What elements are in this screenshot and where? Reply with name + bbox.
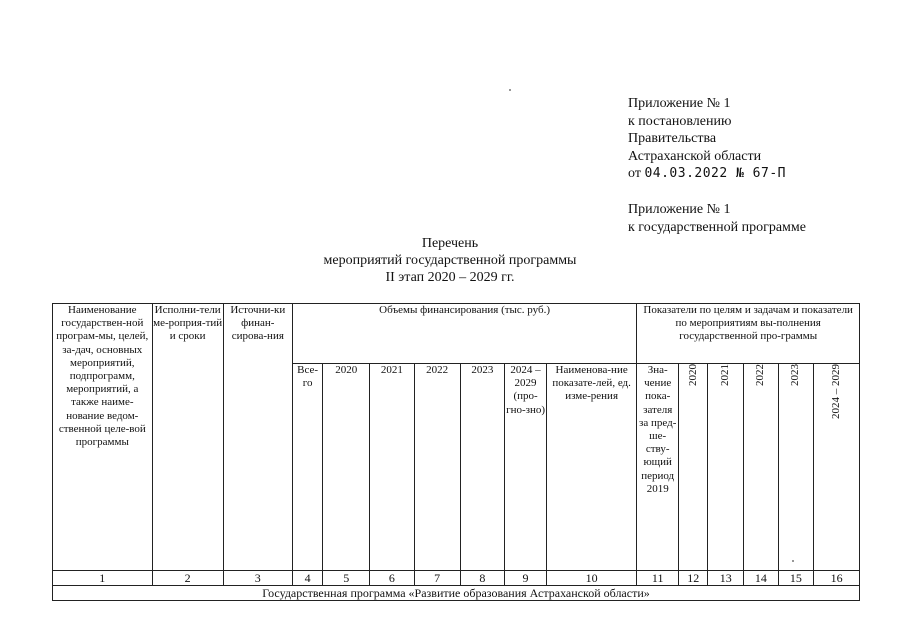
header-indicator-2020	[679, 364, 708, 571]
header-indicator-2024-2029	[814, 364, 860, 571]
header-indicator-2021	[708, 364, 744, 571]
indicator-year-label: 2021	[719, 364, 732, 386]
indicator-year-label: 2023	[789, 364, 802, 386]
header-financing-group: Объемы финансирования (тыс. руб.)	[292, 304, 637, 364]
column-number: 9	[505, 571, 547, 586]
header-funding-sources: Источни-ки финан-сирова-ния	[223, 304, 292, 571]
program-row	[53, 586, 860, 601]
column-number: 13	[708, 571, 744, 586]
header-financing-2021: 2021	[370, 364, 415, 571]
column-number: 15	[778, 571, 814, 586]
column-number: 1	[53, 571, 153, 586]
header-financing-2023: 2023	[460, 364, 505, 571]
appendix-top-line: к постановлению	[628, 113, 732, 129]
column-number: 4	[292, 571, 322, 586]
title-line-3: II этап 2020 – 2029 гг.	[385, 270, 515, 285]
header-indicator-name: Наименова-ние показате-лей, ед. изме-рения	[546, 364, 636, 571]
appendix-bottom	[628, 201, 806, 236]
decree-prefix: от	[628, 166, 641, 181]
header-financing-2020: 2020	[323, 364, 370, 571]
column-number: 2	[152, 571, 223, 586]
appendix-bottom-line: Приложение № 1	[628, 202, 731, 217]
appendix-top-line: Астраханской области	[628, 148, 762, 164]
title-line-2: мероприятий государственной программы	[323, 253, 577, 268]
column-number-row	[53, 571, 860, 586]
column-number: 3	[223, 571, 292, 586]
header-program-name: Наименование государствен-ной програм-мы, целей, за-дач, основных мероприятий, подпрограмм, мероприятий, а также наиме-нование ведом-ственной целе-вой программы	[53, 304, 153, 571]
column-number: 11	[637, 571, 679, 586]
header-financing-total: Все-го	[292, 364, 322, 571]
header-financing-2022: 2022	[414, 364, 460, 571]
header-executors: Исполни-тели ме-роприя-тий и сроки	[152, 304, 223, 571]
appendix-top-line: Правительства	[628, 131, 717, 146]
column-number: 12	[679, 571, 708, 586]
appendix-top	[628, 95, 786, 183]
indicator-year-label: 2020	[686, 364, 699, 386]
title-line-1: Перечень	[421, 236, 479, 251]
appendix-top-line: Приложение № 1	[628, 96, 731, 111]
header-indicators-group: Показатели по целям и задачам и показатели по мероприятиям вы-полнения государственной про-граммы	[637, 304, 860, 364]
header-indicator-2023	[778, 364, 814, 571]
header-indicator-2022	[744, 364, 779, 571]
column-number: 14	[744, 571, 779, 586]
program-title-cell: Государственная программа «Развитие образования Астраханской области»	[53, 586, 860, 601]
column-number: 5	[323, 571, 370, 586]
column-number: 10	[546, 571, 636, 586]
appendix-bottom-line: к государственной программе	[628, 219, 806, 235]
indicator-year-label: 2022	[754, 364, 767, 386]
column-number: 6	[370, 571, 415, 586]
column-number: 8	[460, 571, 505, 586]
document-title	[300, 235, 600, 286]
column-number: 16	[814, 571, 860, 586]
scan-speck	[509, 89, 511, 91]
measures-table	[52, 303, 860, 601]
header-row-1	[53, 304, 860, 364]
indicator-year-label: 2024 – 2029	[829, 364, 842, 419]
header-base-value-2019: Зна-чение пока-зателя за пред-ше-ству-ющий период 2019	[637, 364, 679, 571]
scan-speck	[792, 560, 794, 562]
column-number: 7	[414, 571, 460, 586]
decree-number: 04.03.2022 № 67-П	[644, 166, 786, 181]
header-financing-2024-2029: 2024 – 2029 (про-гно-зно)	[505, 364, 547, 571]
decree-line	[628, 165, 786, 183]
